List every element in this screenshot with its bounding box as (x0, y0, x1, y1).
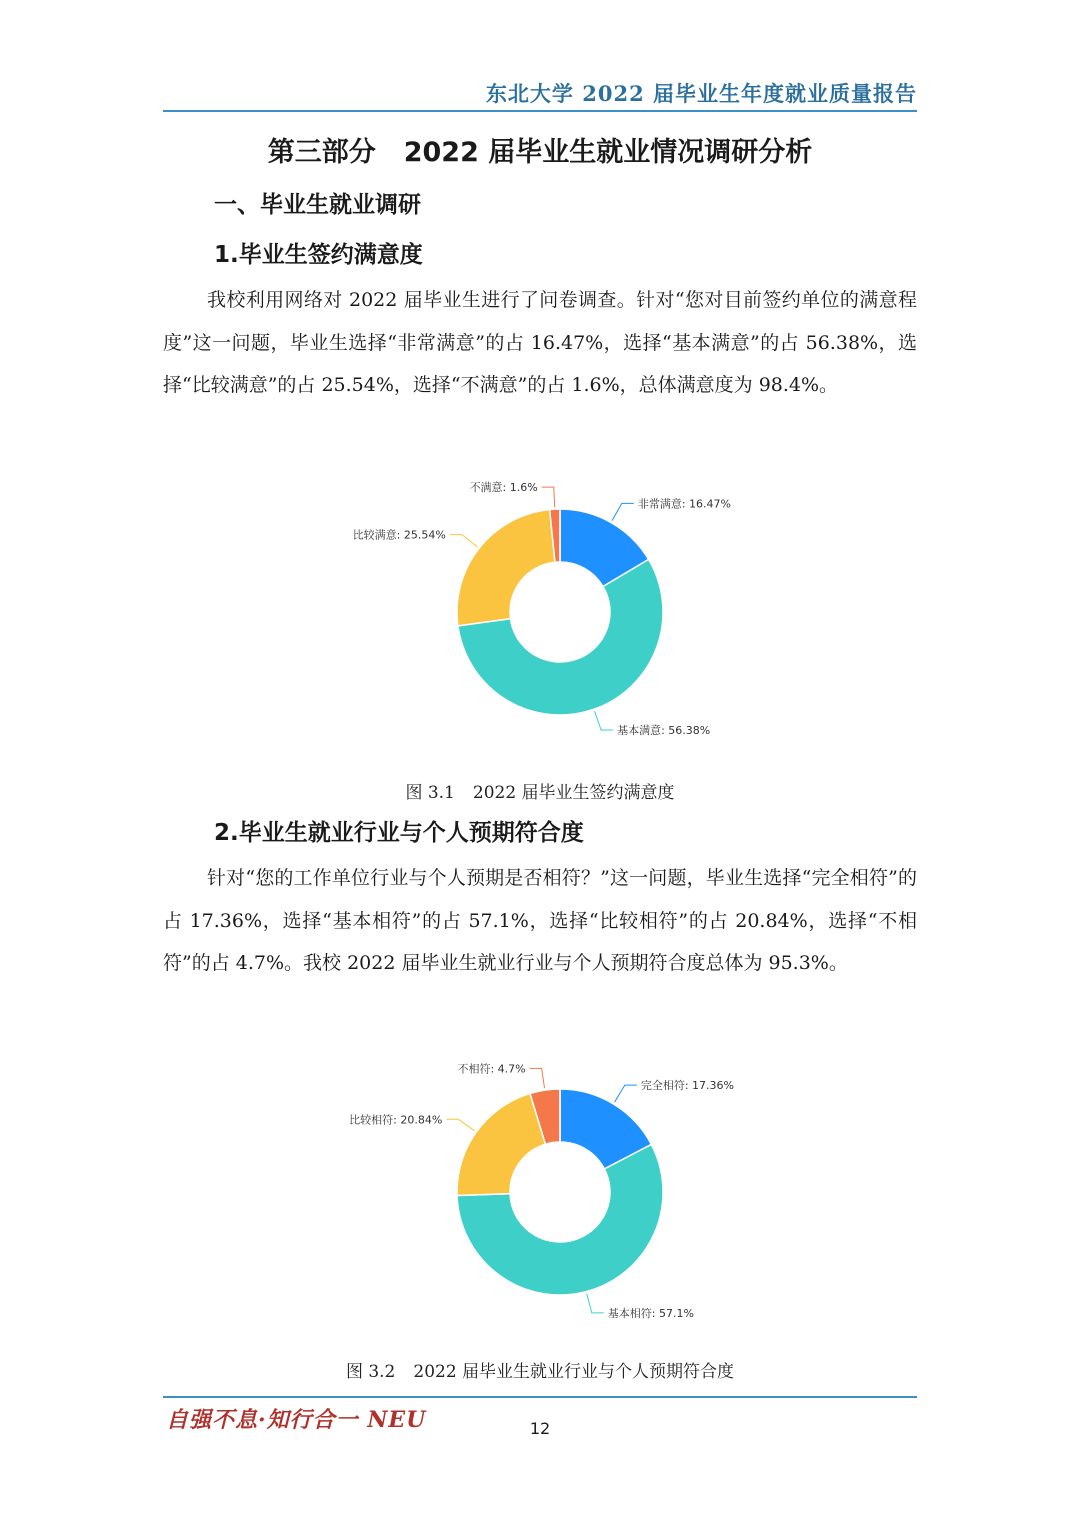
donut-label-0: 完全相符: 17.36% (640, 1079, 734, 1093)
donut-leader-line-2 (446, 1119, 474, 1131)
part-title (0, 130, 1080, 169)
report-header-title: 东北大学 2022 届毕业生年度就业质量报告 (485, 81, 917, 106)
chart-satisfaction (320, 467, 760, 767)
donut-label-3: 不满意: 1.6% (469, 481, 538, 495)
subsection-2-title: 2.毕业生就业行业与个人预期符合度 (214, 820, 584, 846)
donut-label-3: 不相符: 4.7% (457, 1062, 526, 1076)
donut-leader-line-0 (614, 1085, 636, 1102)
donut-slice-2 (457, 1093, 545, 1195)
donut-label-2: 比较满意: 25.54% (352, 528, 446, 542)
part-heading-text: 2022 届毕业生就业情况调研分析 (403, 137, 813, 168)
donut-leader-line-1 (595, 711, 614, 730)
caption-text: 2022 届毕业生签约满意度 (472, 783, 675, 803)
industry-match-donut-svg (320, 1047, 760, 1347)
donut-slice-2 (457, 510, 555, 626)
satisfaction-donut-svg (320, 467, 760, 767)
donut-label-0: 非常满意: 16.47% (637, 497, 731, 511)
donut-leader-line-0 (612, 503, 634, 520)
section-title: 一、毕业生就业调研 (214, 192, 421, 218)
subsection-2-paragraph: 针对“您的工作单位行业与个人预期是否相符？”这一问题，毕业生选择“完全相符”的占 17.36%，选择“基本相符”的占 57.1%，选择“比较相符”的占 20.84%，选择“不相符”的占 4.7%。我校 2022 届毕业生就业行业与个人预期符合度总体为 95.3%。 (163, 867, 917, 974)
donut-leader-line-3 (542, 487, 555, 507)
part-label: 第三部分 (267, 137, 376, 168)
chart-industry-match (320, 1047, 760, 1347)
donut-label-1: 基本满意: 56.38% (617, 724, 711, 738)
caption-text: 2022 届毕业生就业行业与个人预期符合度 (413, 1362, 735, 1382)
university-motto: 自强不息·知行合一 NEU (166, 1407, 427, 1433)
footer-divider (163, 1396, 917, 1398)
donut-leader-line-2 (450, 535, 478, 547)
donut-label-2: 比较相符: 20.84% (349, 1113, 443, 1127)
caption-number: 图 3.2 (345, 1362, 396, 1382)
figure-3-2-caption (0, 1357, 1080, 1382)
page-number: 12 (529, 1419, 551, 1438)
donut-leader-line-3 (530, 1068, 545, 1088)
donut-leader-line-1 (587, 1294, 604, 1313)
figure-3-1-caption (0, 778, 1080, 803)
header-divider (163, 110, 917, 112)
donut-label-1: 基本相符: 57.1% (607, 1306, 694, 1320)
subsection-1-paragraph: 我校利用网络对 2022 届毕业生进行了问卷调查。针对“您对目前签约单位的满意程度”这一问题，毕业生选择“非常满意”的占 16.47%，选择“基本满意”的占 56.38%，选择“比较满意”的占 25.54%，选择“不满意”的占 1.6%，总体满意度为 98.4%。 (163, 289, 917, 396)
caption-number: 图 3.1 (405, 783, 455, 803)
subsection-1-title: 1.毕业生签约满意度 (214, 242, 423, 268)
